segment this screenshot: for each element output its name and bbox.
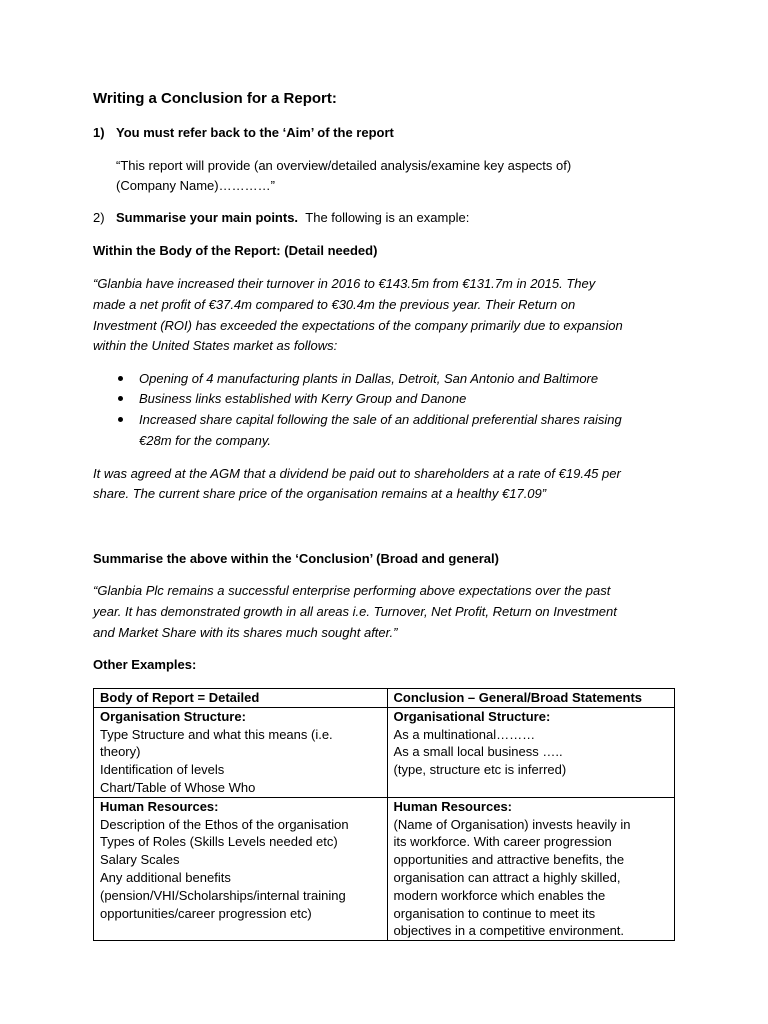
table-cell-conclusion [387,707,674,797]
cell-title: Organisational Structure: [393,708,551,724]
table-header-row [94,689,675,708]
cell-line: Chart/Table of Whose Who [100,779,256,795]
page-title: Writing a Conclusion for a Report: [93,90,337,107]
conclusion-paragraph-line: “Glanbia Plc remains a successful enterprise performing above expectations over the past [93,583,611,598]
step-2-bold-text: Summarise your main points. [116,210,299,225]
table-header-cell: Conclusion – General/Broad Statements [387,689,674,708]
bullet-icon [118,417,123,422]
cell-line: organisation can attract a highly skilled, [393,869,621,885]
bullet-item-continued: €28m for the company. [139,433,271,448]
comparison-table [93,688,675,941]
step-2-rest-text: The following is an example: [305,210,470,225]
bullet-icon [118,396,123,401]
body-paragraph-line: within the United States market as follows: [93,338,338,353]
conclusion-paragraph-line: year. It has demonstrated growth in all areas i.e. Turnover, Net Profit, Return on Investment [93,604,617,619]
aim-quote-line: (Company Name)…………” [116,178,275,193]
step-2-number: 2) [93,210,105,225]
cell-line: Salary Scales [100,852,180,868]
body-heading: Within the Body of the Report: (Detail needed) [93,243,378,258]
bullet-icon [118,376,123,381]
bullet-item: Increased share capital following the sale of an additional preferential shares raising [139,412,622,427]
cell-line: organisation to continue to meet its [393,905,596,921]
cell-line: modern workforce which enables the [393,887,606,903]
cell-line: objectives in a competitive environment. [393,923,625,939]
bullet-item: Opening of 4 manufacturing plants in Dallas, Detroit, San Antonio and Baltimore [139,371,599,386]
table-row [94,707,675,797]
cell-line: As a multinational……… [393,726,536,742]
bullet-item: Business links established with Kerry Group and Danone [139,391,467,406]
cell-title: Organisation Structure: [100,708,246,724]
other-examples-heading: Other Examples: [93,657,197,672]
cell-line: Identification of levels [100,762,225,778]
cell-line: (pension/VHI/Scholarships/internal training [100,887,346,903]
cell-line: Types of Roles (Skills Levels needed etc) [100,834,338,850]
cell-line: theory) [100,744,141,760]
cell-line: its workforce. With career progression [393,834,612,850]
cell-line: As a small local business ….. [393,744,563,760]
step-2-line [116,209,469,227]
cell-title: Human Resources: [100,798,219,814]
body-paragraph-line: Investment (ROI) has exceeded the expectations of the company primarily due to expansion [93,318,623,333]
step-1-text: You must refer back to the ‘Aim’ of the report [116,125,394,140]
conclusion-paragraph-line: and Market Share with its shares much sought after.” [93,625,398,640]
conclusion-heading: Summarise the above within the ‘Conclusion’ (Broad and general) [93,551,499,566]
table-row [94,797,675,940]
cell-line: (Name of Organisation) invests heavily in [393,816,631,832]
cell-line: opportunities/career progression etc) [100,905,312,921]
body-paragraph-line: made a net profit of €37.4m compared to €30.4m the previous year. Their Return on [93,297,576,312]
agm-paragraph-line: share. The current share price of the organisation remains at a healthy €17.09” [93,486,547,501]
agm-paragraph-line: It was agreed at the AGM that a dividend be paid out to shareholders at a rate of €19.45 per [93,466,621,481]
table-cell-detailed [94,707,388,797]
cell-line: (type, structure etc is inferred) [393,762,567,778]
table-cell-conclusion [387,797,674,940]
cell-line: Description of the Ethos of the organisation [100,816,349,832]
cell-line: Any additional benefits [100,869,231,885]
cell-line: opportunities and attractive benefits, the [393,852,625,868]
cell-line: Type Structure and what this means (i.e. [100,726,333,742]
table-header-cell: Body of Report = Detailed [94,689,388,708]
table-cell-detailed [94,797,388,940]
cell-title: Human Resources: [393,798,513,814]
aim-quote-line: “This report will provide (an overview/detailed analysis/examine key aspects of) [116,158,572,173]
body-paragraph-line: “Glanbia have increased their turnover in 2016 to €143.5m from €131.7m in 2015. They [93,276,596,291]
step-1-number: 1) [93,125,105,140]
